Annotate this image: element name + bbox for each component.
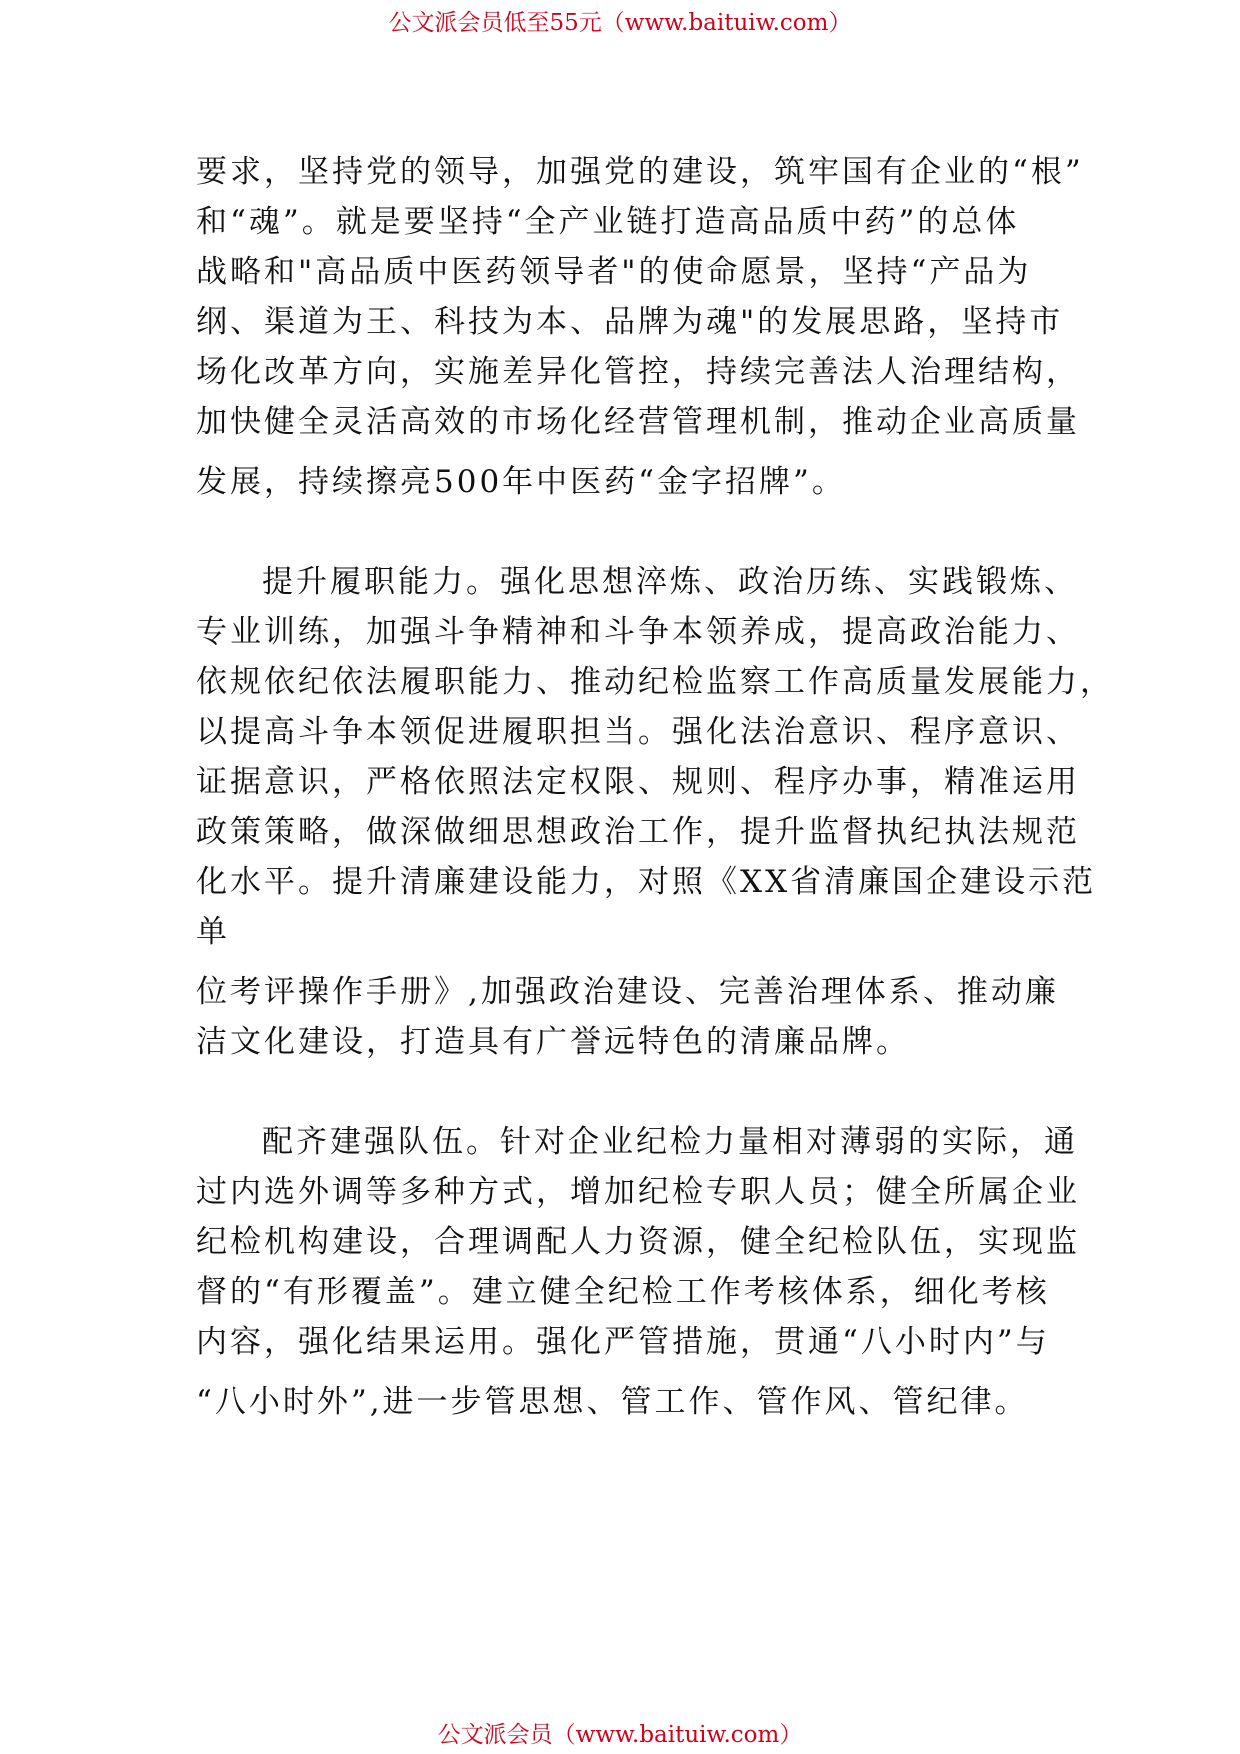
paragraph-first-line: 提升履职能力。强化思想淬炼、政治历练、实践锻炼、 [262,564,1078,600]
text-line: 单 [196,914,230,950]
text-line: 战略和"高品质中医药领导者"的使命愿景，坚持“产品为 [196,254,1032,290]
text-line: 场化改革方向，实施差异化管控，持续完善法人治理结构， [196,354,1080,390]
text-line: 证据意识，严格依照法定权限、规则、程序办事，精准运用 [196,764,1080,800]
text-line: 纲、渠道为王、科技为本、品牌为魂"的发展思路，坚持市 [196,304,1064,340]
page-footer-watermark: 公文派会员（www.baituiw.com） [437,1722,803,1748]
text-line: 要求，坚持党的领导，加强党的建设，筑牢国有企业的“根” [196,154,1084,190]
text-line: 政策策略，做深做细思想政治工作，提升监督执纪执法规范 [196,814,1080,850]
text-line: 位考评操作手册》,加强政治建设、完善治理体系、推动廉 [196,974,1059,1010]
text-line: 专业训练，加强斗争精神和斗争本领养成，提高政治能力、 [196,614,1080,650]
text-line: 过内选外调等多种方式，增加纪检专职人员；健全所属企业 [196,1174,1080,1210]
text-line: 纪检机构建设，合理调配人力资源，健全纪检队伍，实现监 [196,1224,1080,1260]
page-header-watermark: 公文派会员低至55元（www.baituiw.com） [388,10,852,36]
text-line: 督的“有形覆盖”。建立健全纪检工作考核体系，细化考核 [196,1274,1050,1310]
paragraph-first-line: 配齐建强队伍。针对企业纪检力量相对薄弱的实际，通 [262,1124,1078,1160]
text-line: 发展，持续擦亮500年中医药“金字招牌”。 [196,464,846,500]
text-line: 内容，强化结果运用。强化严管措施，贯通“八小时内”与 [196,1324,1050,1360]
text-line: 洁文化建设，打造具有广誉远特色的清廉品牌。 [196,1024,910,1060]
text-line: 和“魂”。就是要坚持“全产业链打造高品质中药”的总体 [196,204,1020,240]
text-line: 依规依纪依法履职能力、推动纪检监察工作高质量发展能力， [196,664,1114,700]
text-line: 加快健全灵活高效的市场化经营管理机制，推动企业高质量 [196,404,1080,440]
text-line: 以提高斗争本领促进履职担当。强化法治意识、程序意识、 [196,714,1080,750]
text-line: “八小时外”,进一步管思想、管工作、管作风、管纪律。 [196,1384,1029,1420]
text-line: 化水平。提升清廉建设能力，对照《XX省清廉国企建设示范 [196,864,1097,900]
